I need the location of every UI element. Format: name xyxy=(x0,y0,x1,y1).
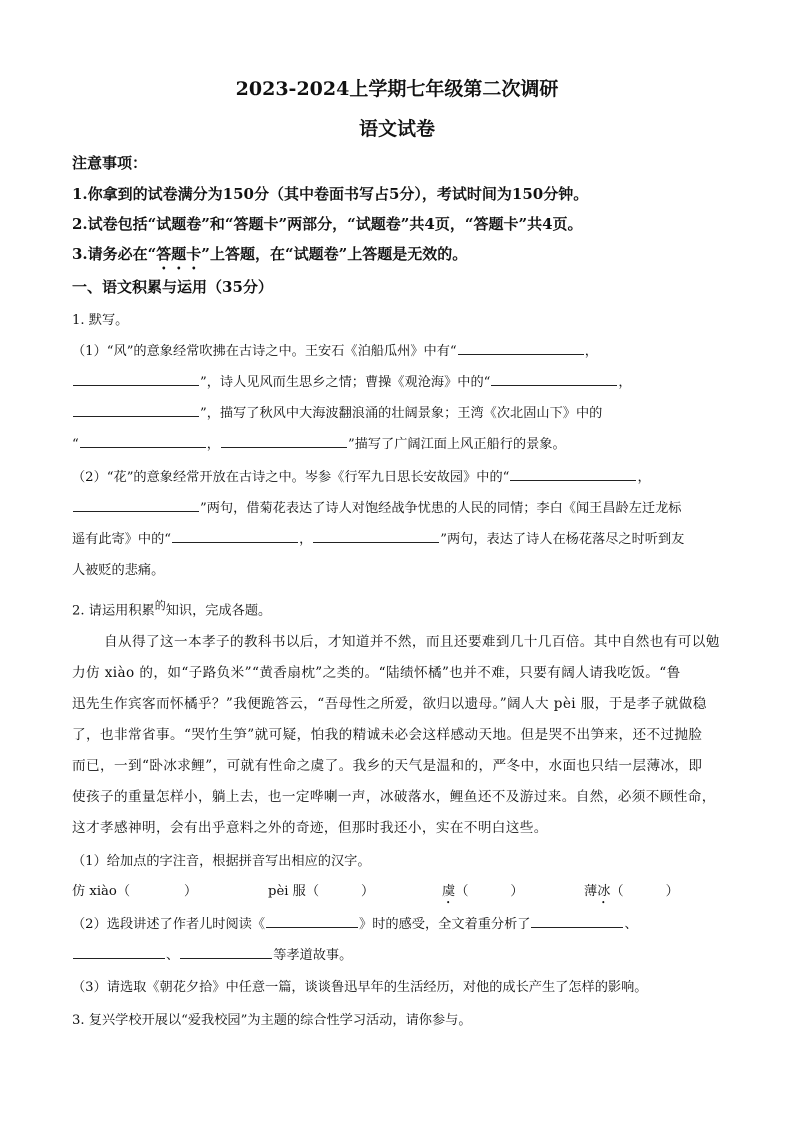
question-1-title: 1. 默写。 xyxy=(72,313,129,328)
text: ”，描写了秋风中大海波翻浪涌的壮阔景象；王湾《次北固山下》中的 xyxy=(200,406,603,421)
text: ） xyxy=(361,884,375,899)
text: （2）“花”的意象经常开放在古诗之中。岑参《行军九日思长安故园》中的“ xyxy=(72,470,510,485)
text: ， xyxy=(618,375,632,390)
q1-part1-line4 xyxy=(72,433,734,452)
fill-bao xyxy=(584,880,679,907)
answer-blank[interactable] xyxy=(266,915,358,928)
q1-part2-line4: 人被贬的悲痛。 xyxy=(72,563,165,578)
answer-blank[interactable] xyxy=(510,468,636,481)
question-2-title xyxy=(72,597,734,618)
answer-blank[interactable] xyxy=(458,342,584,355)
passage-line: 力仿 xiào 的，如“子路负米”“黄香扇枕”之类的。“陆绩怀橘”也并不难，只要有阔人请我吃饭。“鲁 xyxy=(72,665,681,681)
text: ”，诗人见风而生思乡之情；曹操《观沧海》中的“ xyxy=(200,375,491,390)
fill-pei xyxy=(268,880,374,899)
text: “ xyxy=(72,437,79,452)
passage-line: 使孩子的重量怎样小，躺上去，也一定哗喇一声，冰破落水，鲤鱼还不及游过来。自然，必须不顾性命， xyxy=(72,789,716,805)
text: 遥有此寄》中的“ xyxy=(72,532,172,547)
text: （1）“风”的意象经常吹拂在古诗之中。王安石《泊船瓜州》中有“ xyxy=(72,344,457,359)
q1-part2-line2 xyxy=(72,497,734,516)
text: （ xyxy=(455,884,469,899)
answer-blank[interactable] xyxy=(180,946,272,959)
answer-blank[interactable] xyxy=(73,373,199,386)
q1-part1-line3 xyxy=(72,402,734,421)
q2-sub3: （3）请选取《朝花夕拾》中任意一篇，谈谈鲁迅早年的生活经历，对他的成长产生了怎样的影响。 xyxy=(72,980,648,995)
exam-subtitle: 语文试卷 xyxy=(358,118,435,140)
text: ， xyxy=(637,470,651,485)
answer-blank[interactable] xyxy=(73,946,165,959)
text: 等孝道故事。 xyxy=(273,948,353,963)
answer-blank[interactable] xyxy=(172,530,298,543)
q2-sub2-line1 xyxy=(72,913,734,932)
notice-item-1: 1.你拿到的试卷满分为150分（其中卷面书写占5分），考试时间为150分钟。 xyxy=(72,185,589,203)
answer-blank[interactable] xyxy=(73,404,199,417)
notice-item-3-pre: 3.请务必在 xyxy=(72,245,148,263)
q1-part1-line1 xyxy=(72,340,734,359)
text: ”描写了广阔江面上风正船行的景象。 xyxy=(347,437,566,452)
text: （ xyxy=(610,884,624,899)
answer-blank[interactable] xyxy=(80,435,206,448)
text: 知识，完成各题。 xyxy=(165,603,272,619)
text: 的 xyxy=(154,599,166,612)
passage-line: 自从得了这一本孝子的教科书以后，才知道并不然，而且还要难到几十几百倍。其中自然也有可以勉 xyxy=(104,634,720,650)
text: ， xyxy=(206,437,220,452)
text: 冰 xyxy=(597,884,611,899)
text: 薄 xyxy=(584,884,598,899)
answer-blank[interactable] xyxy=(73,499,199,512)
exam-title: 2023-2024上学期七年级第二次调研 xyxy=(235,78,559,100)
passage-line: 迅先生作宾客而怀橘乎？”我便跪答云，“吾母性之所爱，欲归以遗母。”阔人大 pèi 服，于是孝子就做稳 xyxy=(72,696,707,712)
notice-item-2: 2.试卷包括“试题卷”和“答题卡”两部分，“试题卷”共4页，“答题卡”共4页。 xyxy=(72,215,583,233)
text: 》时的感受，全文着重分析了 xyxy=(359,917,531,932)
text: ”两句，借菊花表达了诗人对饱经战争忧患的人民的同情；李白《闻王昌龄左迁龙标 xyxy=(200,501,682,516)
question-3-title: 3. 复兴学校开展以“爱我校园”为主题的综合性学习活动，请你参与。 xyxy=(72,1013,472,1028)
text: ） xyxy=(510,884,524,899)
answer-blank[interactable] xyxy=(221,435,347,448)
answer-blank[interactable] xyxy=(313,530,439,543)
answer-blank[interactable] xyxy=(491,373,617,386)
text: 2. 请运用积累 xyxy=(72,603,155,619)
q1-part2-line1 xyxy=(72,466,734,485)
text: 虞 xyxy=(442,884,456,899)
answer-blank[interactable] xyxy=(531,915,623,928)
text: 、 xyxy=(166,948,180,963)
text: 、 xyxy=(624,917,638,932)
fill-xiao xyxy=(72,880,197,899)
passage-line: 而已，一到“卧冰求鲤”，可就有性命之虞了。我乡的天气是温和的，严冬中，水面也只结一层薄冰，即 xyxy=(72,758,703,774)
q2-sub1: （1）给加点的字注音，根据拼音写出相应的汉字。 xyxy=(72,854,371,869)
q2-sub2-line2 xyxy=(72,944,734,963)
q1-part1-line2 xyxy=(72,371,734,390)
text: ） xyxy=(184,884,198,899)
text: ， xyxy=(584,344,598,359)
text: ， xyxy=(299,532,313,547)
notice-item-3-emphasis: “答题卡” xyxy=(147,245,210,263)
section-heading-1: 一、语文积累与运用（35分） xyxy=(72,278,273,296)
passage-line: 了，也非常省事。“哭竹生笋”就可疑，怕我的精诚未必会这样感动天地。但是哭不出笋来，还不过抛脸 xyxy=(72,727,703,743)
notice-heading: 注意事项： xyxy=(72,154,148,172)
text: ”两句，表达了诗人在杨花落尽之时听到友 xyxy=(440,532,685,547)
fill-yu xyxy=(442,880,524,907)
text: （2）选段讲述了作者儿时阅读《 xyxy=(72,917,266,932)
text: pèi 服（ xyxy=(268,884,320,899)
text: ） xyxy=(665,884,679,899)
q1-part2-line3 xyxy=(72,528,734,547)
passage-line: 这才孝感神明，会有出乎意料之外的奇迹，但那时我还小，实在不明白这些。 xyxy=(72,820,548,836)
text: 仿 xiào（ xyxy=(72,884,131,899)
notice-item-3 xyxy=(72,243,734,273)
notice-item-3-post: 上答题，在“试题卷”上答题是无效的。 xyxy=(209,245,468,263)
